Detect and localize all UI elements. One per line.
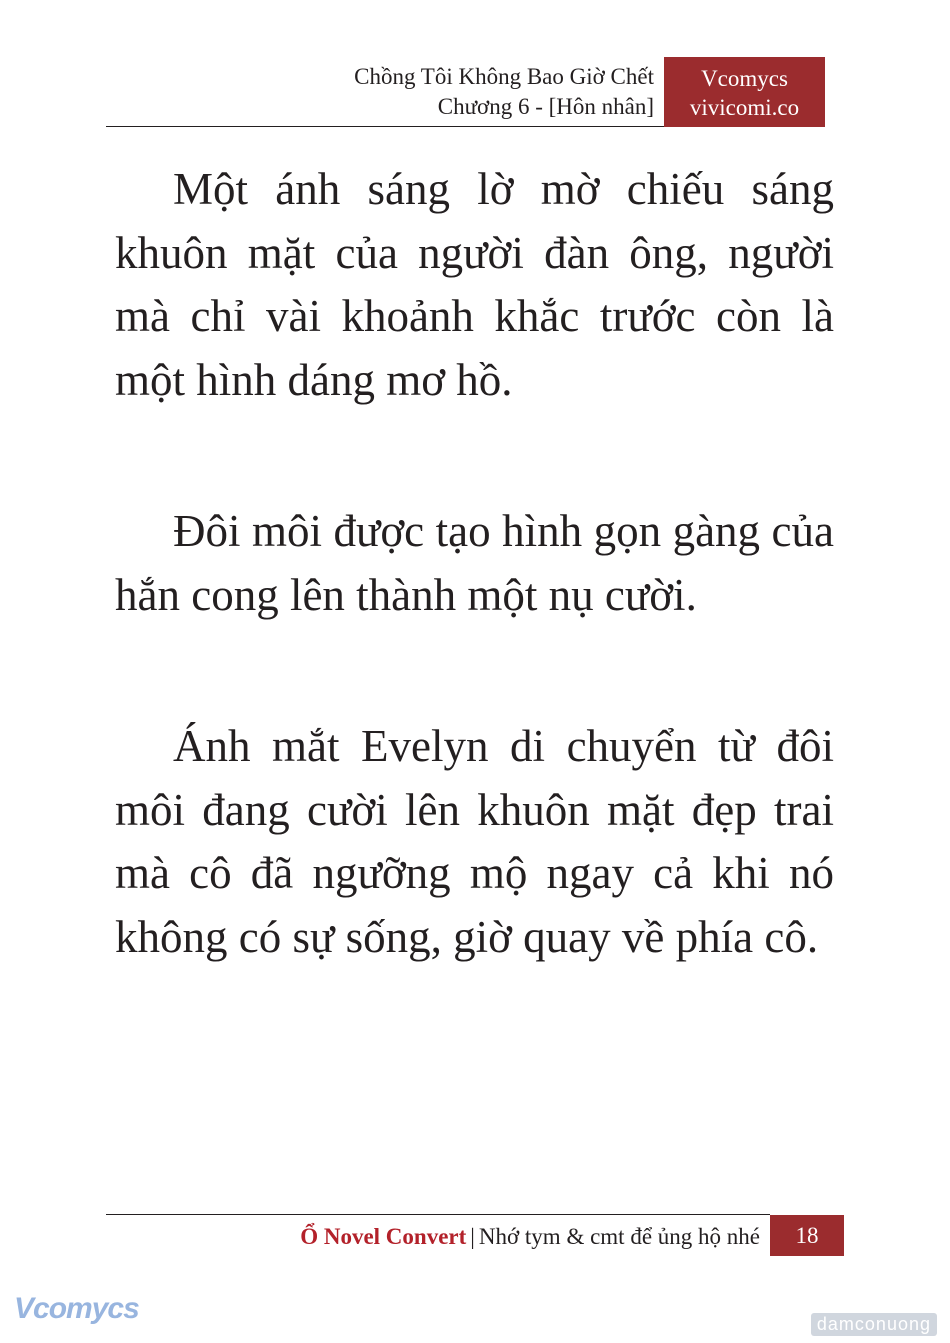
watermark: damconuong [811,1313,937,1336]
book-title: Chồng Tôi Không Bao Giờ Chết [354,64,654,89]
page-header-title [354,62,654,122]
story-text [115,158,834,1057]
chapter-title: Chương 6 - [Hôn nhân] [437,94,654,119]
paragraph-3: Ánh mắt Evelyn di chuyển từ đôi môi đang cười lên khuôn mặt đẹp trai mà cô đã ngưỡng mộ ngay cả khi nó không có sự sống, giờ quay về phía cô. [115,721,834,962]
footer-brand: Ổ Novel Convert [300,1224,467,1249]
footer-message: Nhớ tym & cmt để ủng hộ nhé [478,1224,760,1249]
footer-line [300,1222,760,1252]
footer-separator: | [470,1224,475,1249]
page-number: 18 [770,1215,844,1256]
footer-divider [106,1214,770,1215]
vcomycs-logo: Vcomycs [14,1292,139,1325]
paragraph-1: Một ánh sáng lờ mờ chiếu sáng khuôn mặt của người đàn ông, người mà chỉ vài khoảnh khắc trước còn là một hình dáng mơ hồ. [115,164,834,405]
site-badge-url: vivicomi.co [689,95,800,120]
header-divider [106,126,664,127]
site-badge [664,57,825,127]
paragraph-2: Đôi môi được tạo hình gọn gàng của hắn cong lên thành một nụ cười. [115,506,834,620]
site-badge-name: Vcomycs [701,66,788,91]
